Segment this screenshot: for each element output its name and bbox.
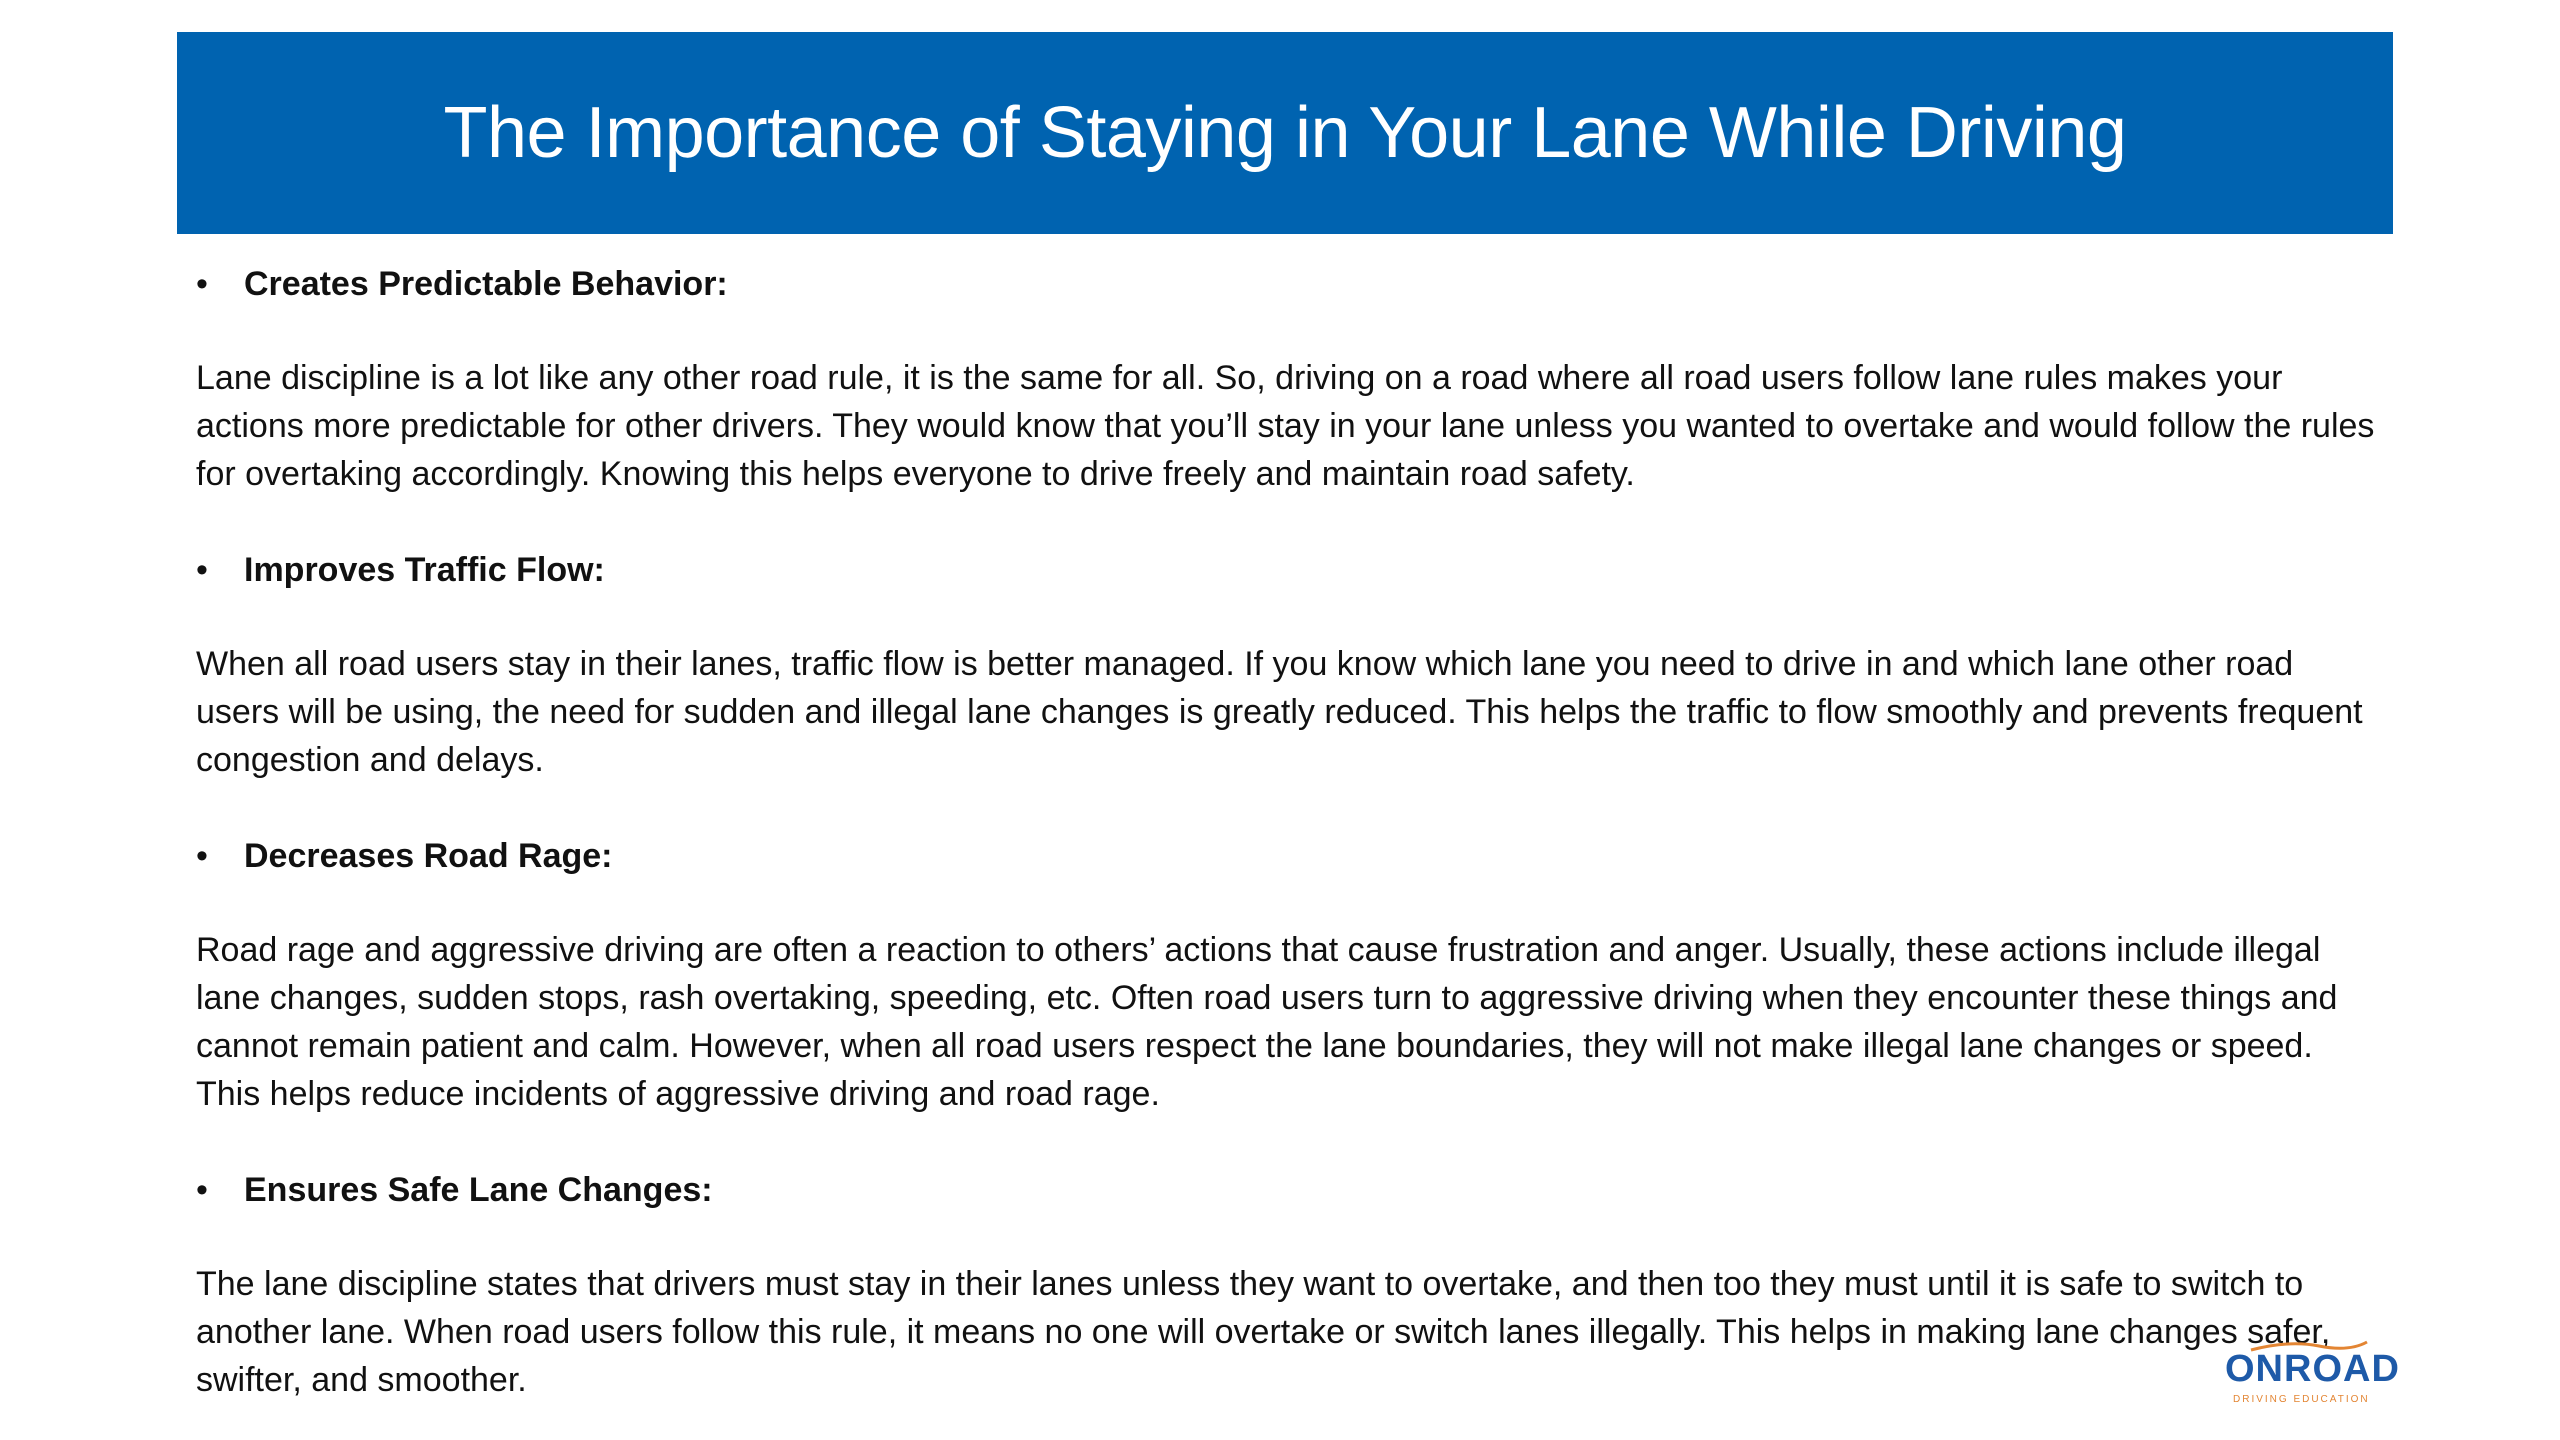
- section-heading-row: [196, 1164, 2376, 1216]
- section-heading-row: [196, 830, 2376, 882]
- logo-tagline: DRIVING EDUCATION: [2233, 1394, 2370, 1405]
- section-heading: Decreases Road Rage:: [244, 836, 613, 875]
- section-body: The lane discipline states that drivers must stay in their lanes unless they want to overtake, and then too they must until it is safe to switch to another lane. When road users follow this rule, it means no one will overtake or switch lanes illegally. This helps in making lane changes safer, swifter, and smoother.: [196, 1265, 2331, 1399]
- section-safe-lane-changes: [196, 1164, 2376, 1404]
- section-body: Lane discipline is a lot like any other road rule, it is the same for all. So, driving on a road where all road users follow lane rules makes your actions more predictable for other drivers. They would know that you’ll stay in your lane unless you wanted to overtake and would follow the rules for overtaking accordingly. Knowing this helps everyone to drive freely and maintain road safety.: [196, 359, 2375, 493]
- bullet-icon: •: [196, 550, 208, 589]
- onroad-logo: [2225, 1338, 2405, 1408]
- section-traffic-flow: [196, 544, 2376, 784]
- section-heading: Improves Traffic Flow:: [244, 550, 605, 589]
- section-road-rage: [196, 830, 2376, 1118]
- title-banner: [177, 32, 2393, 234]
- section-heading-row: [196, 544, 2376, 596]
- slide-title: The Importance of Staying in Your Lane While Driving: [443, 93, 2127, 173]
- logo-wordmark: ONROAD: [2225, 1348, 2400, 1390]
- bullet-icon: •: [196, 836, 208, 875]
- section-heading-row: [196, 258, 2376, 310]
- section-heading: Creates Predictable Behavior:: [244, 264, 728, 303]
- section-heading: Ensures Safe Lane Changes:: [244, 1170, 713, 1209]
- section-body: When all road users stay in their lanes, traffic flow is better managed. If you know which lane you need to drive in and which lane other road users will be using, the need for sudden and illegal lane changes is greatly reduced. This helps the traffic to flow smoothly and prevents frequent congestion and delays.: [196, 645, 2363, 779]
- bullet-icon: •: [196, 1170, 208, 1209]
- section-predictable-behavior: [196, 258, 2376, 498]
- section-body: Road rage and aggressive driving are often a reaction to others’ actions that cause frustration and anger. Usually, these actions include illegal lane changes, sudden stops, rash overtaking, speeding, etc. Often road users turn to aggressive driving when they encounter these things and cannot remain patient and calm. However, when all road users respect the lane boundaries, they will not make illegal lane changes or speed. This helps reduce incidents of aggressive driving and road rage.: [196, 931, 2338, 1113]
- slide-content: [196, 258, 2376, 1404]
- bullet-icon: •: [196, 264, 208, 303]
